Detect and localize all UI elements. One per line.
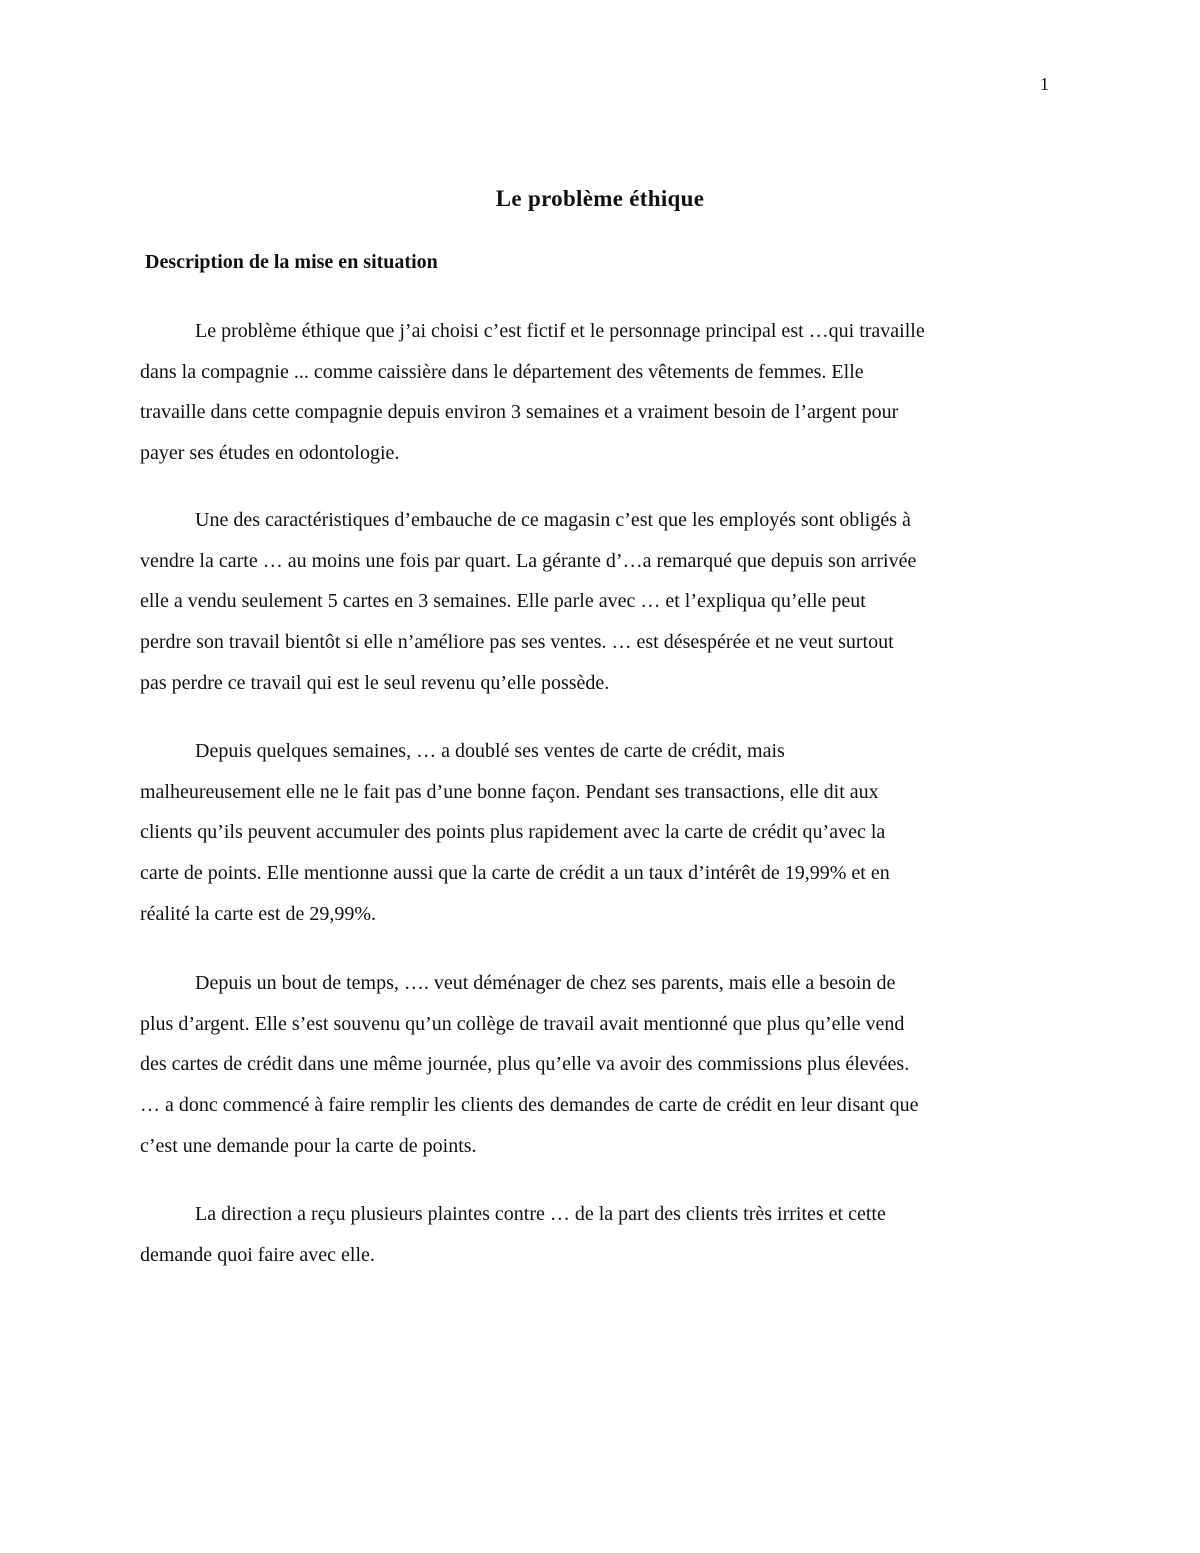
text-line: perdre son travail bientôt si elle n’améliore pas ses ventes. … est désespérée et ne veut surtout	[140, 631, 894, 654]
paragraph-5	[140, 1194, 1070, 1275]
text-line: … a donc commencé à faire remplir les clients des demandes de carte de crédit en leur disant que	[140, 1094, 919, 1117]
text-line: payer ses études en odontologie.	[140, 442, 400, 465]
text-line: pas perdre ce travail qui est le seul revenu qu’elle possède.	[140, 671, 610, 694]
paragraph-2	[140, 500, 1070, 703]
text-line: carte de points. Elle mentionne aussi que la carte de crédit a un taux d’intérêt de 19,99% et en	[140, 862, 890, 885]
section-heading: Description de la mise en situation	[145, 251, 438, 273]
document-title: Le problème éthique	[495, 186, 705, 211]
text-line: Depuis un bout de temps, …. veut déménager de chez ses parents, mais elle a besoin de	[195, 972, 896, 994]
text-line: La direction a reçu plusieurs plaintes contre … de la part des clients très irrites et cette	[195, 1203, 886, 1225]
paragraph-1	[140, 311, 1070, 474]
text-line: elle a vendu seulement 5 cartes en 3 semaines. Elle parle avec … et l’expliqua qu’elle peut	[140, 590, 866, 613]
paragraph-4	[140, 963, 1070, 1166]
text-line: Une des caractéristiques d’embauche de ce magasin c’est que les employés sont obligés à	[195, 509, 911, 531]
text-line: Depuis quelques semaines, … a doublé ses ventes de carte de crédit, mais	[195, 740, 785, 762]
text-line: Le problème éthique que j’ai choisi c’est fictif et le personnage principal est …qui travaille	[195, 320, 925, 342]
paragraph-3	[140, 731, 1070, 934]
text-line: des cartes de crédit dans une même journée, plus qu’elle va avoir des commissions plus élevées.	[140, 1053, 910, 1076]
text-line: dans la compagnie ... comme caissière dans le département des vêtements de femmes. Elle	[140, 360, 864, 383]
text-line: plus d’argent. Elle s’est souvenu qu’un collège de travail avait mentionné que plus qu’elle vend	[140, 1012, 905, 1035]
text-line: c’est une demande pour la carte de points.	[140, 1134, 477, 1157]
text-line: clients qu’ils peuvent accumuler des points plus rapidement avec la carte de crédit qu’avec la	[140, 821, 886, 844]
text-line: vendre la carte … au moins une fois par quart. La gérante d’…a remarqué que depuis son arrivée	[140, 549, 917, 572]
text-line: malheureusement elle ne le fait pas d’une bonne façon. Pendant ses transactions, elle dit aux	[140, 780, 879, 803]
text-line: travaille dans cette compagnie depuis environ 3 semaines et a vraiment besoin de l’argent pour	[140, 401, 899, 424]
page-number: 1	[1040, 74, 1049, 94]
text-line: demande quoi faire avec elle.	[140, 1243, 375, 1266]
text-line: réalité la carte est de 29,99%.	[140, 902, 376, 925]
